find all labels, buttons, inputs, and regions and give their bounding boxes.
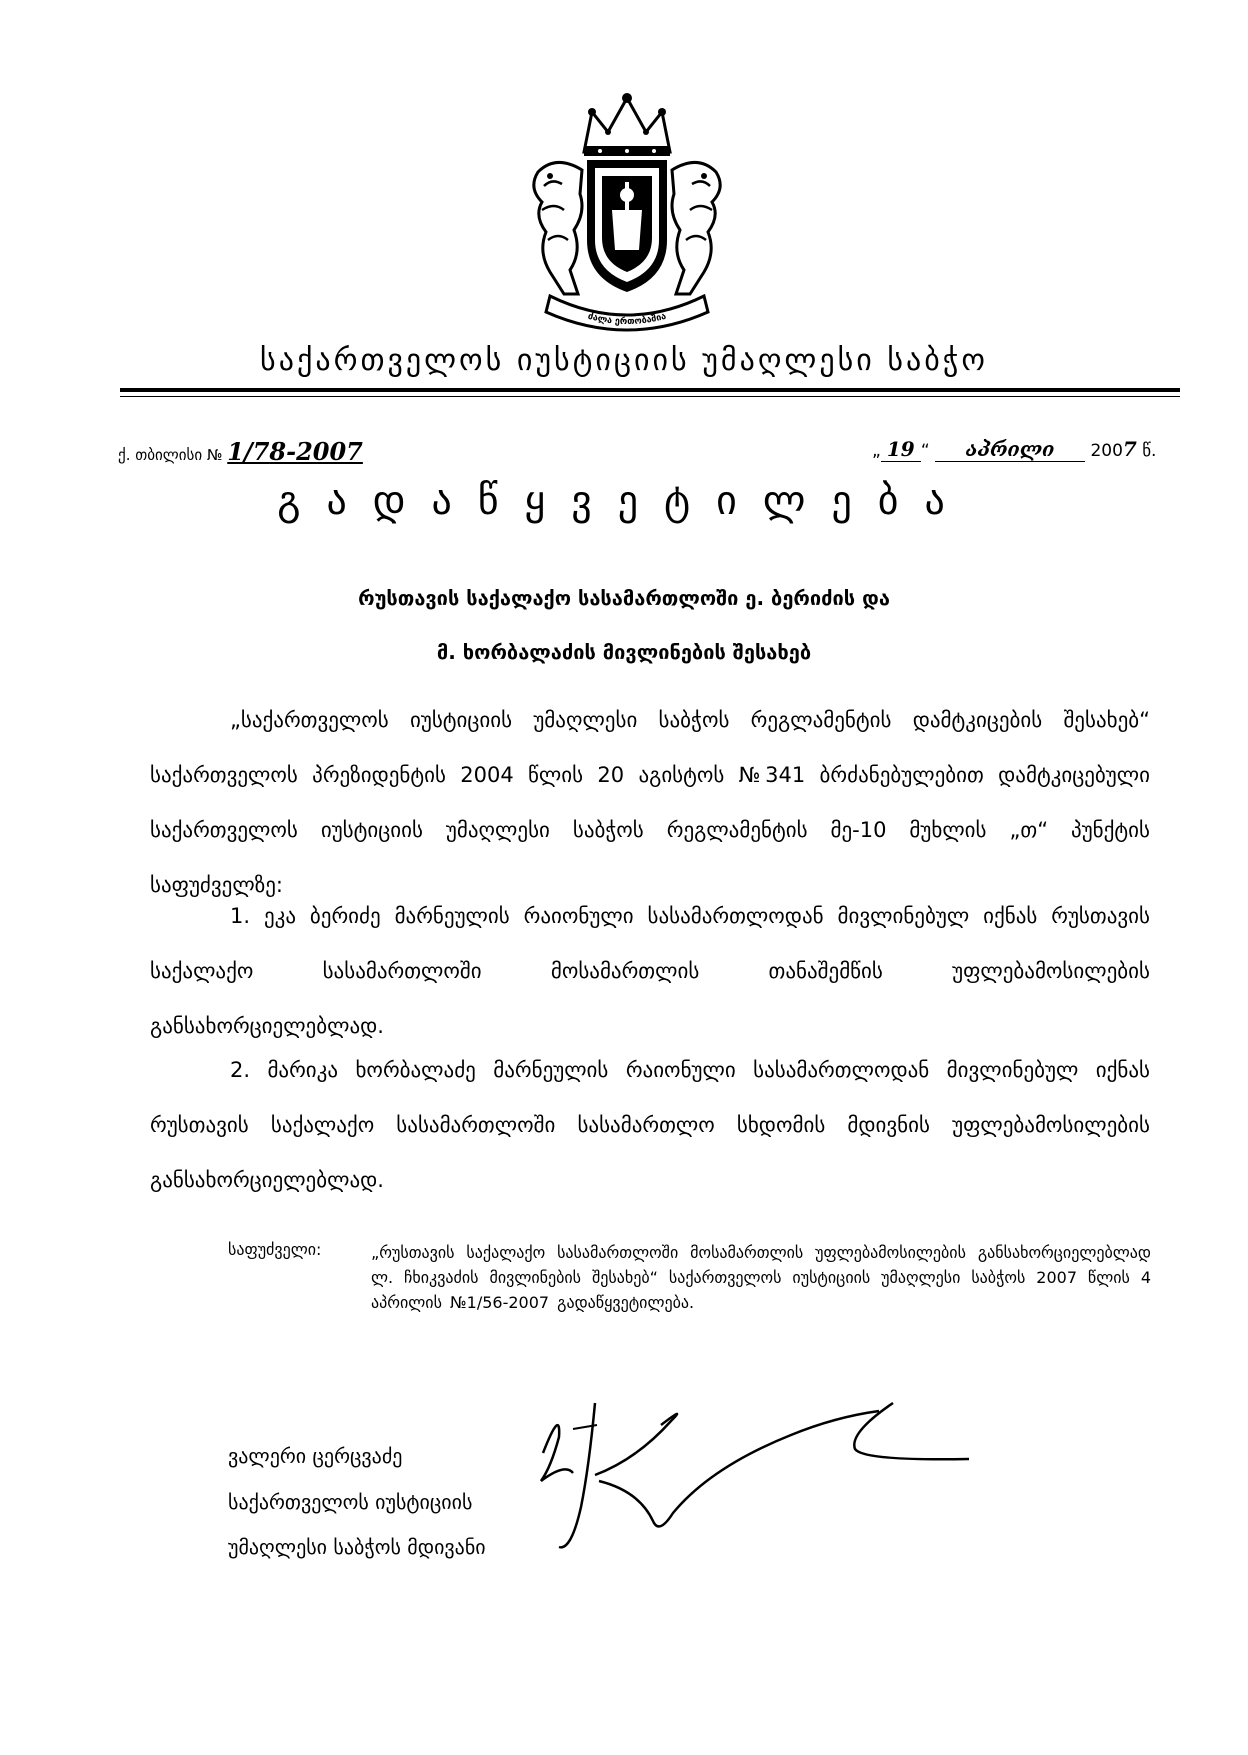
basis-text: „რუსთავის საქალაქო სასამართლოში მოსამართლის უფლებამოსილების განსახორციელებლად ლ. ჩხიკვაძის მივლინების შესახებ“ საქართველოს იუსტიციის უმაღლესი საბჭოს 2007 წლის 4 აპრილის №1/56-2007 გადაწყვეტილება. [371, 1243, 1151, 1312]
document-number: 1/78-2007 [227, 437, 363, 466]
header-divider-thick [120, 388, 1180, 392]
emblem-motto: ძალა ერთობაშია [586, 311, 668, 328]
decision-item-1: 1. ეკა ბერიძე მარნეულის რაიონული სასამართლოდან მივლინებულ იქნას რუსთავის საქალაქო სასამართლოში მოსამართლის თანაშემწის უფლებამოსილების განსახორციელებლად. [150, 904, 1150, 1038]
date-year-prefix: 200 [1090, 441, 1123, 461]
date-day: 19 [881, 437, 921, 462]
coat-of-arms-emblem [512, 90, 742, 335]
crown-icon [584, 93, 670, 156]
handwritten-signature [535, 1395, 975, 1555]
signer-name: ვალერი ცერცვაძე [228, 1444, 403, 1468]
lion-supporter-left-icon [534, 162, 582, 294]
preamble-paragraph: „საქართველოს იუსტიციის უმაღლესი საბჭოს რეგლამენტის დამტკიცების შესახებ“ საქართველოს პრეზიდენტის 2004 წლის 20 აგისტოს №341 ბრძანებულებით დამტკიცებული საქართველოს იუსტიციის უმაღლესი საბჭოს რეგლამენტის მე-10 მუხლის „თ“ პუნქტის საფუძველზე: [150, 708, 1150, 897]
subject-line-1: რუსთავის საქალაქო სასამართლოში ე. ბერიძის და [358, 586, 890, 610]
signer-position-line-2: უმაღლესი საბჭოს მდივანი [228, 1535, 486, 1559]
date-month: აპრილი [935, 437, 1085, 462]
document-title: გადაწყვეტილება [277, 478, 971, 524]
institution-title: საქართველოს იუსტიციის უმაღლესი საბჭო [260, 343, 988, 378]
header-divider-thin [120, 396, 1180, 397]
date-year-digit: 7 [1122, 437, 1137, 461]
place-label: ქ. თბილისი № [118, 446, 223, 464]
document-date-line: „ 19 “ აპრილი 2007 წ. [872, 437, 1157, 461]
decision-item-2: 2. მარიკა ხორბალაძე მარნეულის რაიონული სასამართლოდან მივლინებულ იქნას რუსთავის საქალაქო სასამართლოში სასამართლო სხდომის მდივნის უფლებამოსილების განსახორციელებლად. [150, 1058, 1150, 1192]
subject-line-2: მ. ხორბალაძის მივლინების შესახებ [436, 640, 812, 664]
lion-supporter-right-icon [672, 162, 720, 294]
document-number-line [118, 437, 363, 466]
basis-label: საფუძველი: [228, 1240, 322, 1259]
motto-ribbon-icon [546, 296, 708, 330]
date-suffix: წ. [1142, 441, 1157, 461]
shield-icon [587, 160, 667, 292]
signer-position-line-1: საქართველოს იუსტიციის [228, 1490, 473, 1514]
